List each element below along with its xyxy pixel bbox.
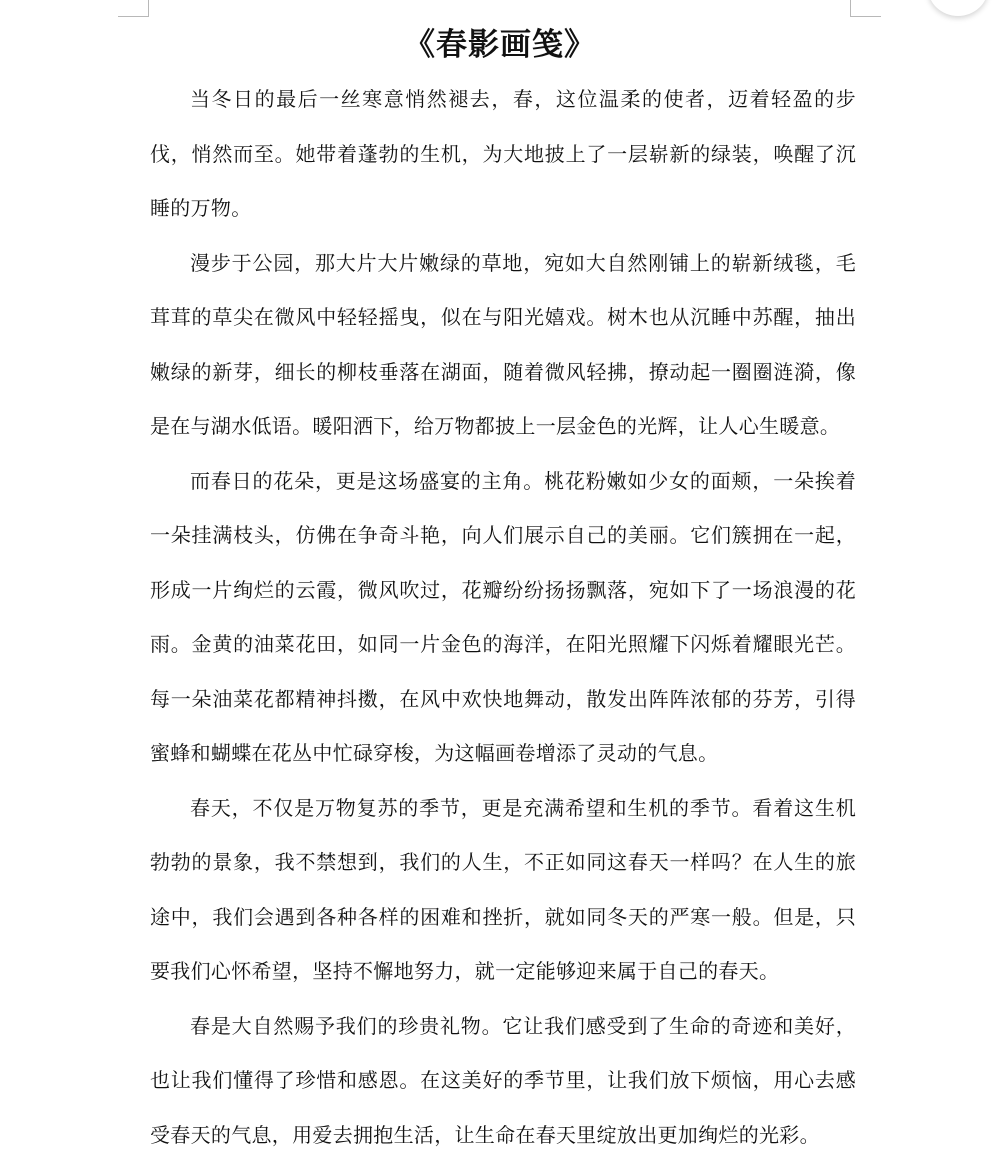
paragraph-2: 漫步于公园，那大片大片嫩绿的草地，宛如大自然刚铺上的崭新绒毯，毛茸茸的草尖在微风中轻轻摇曳，似在与阳光嬉戏。树木也从沉睡中苏醒，抽出嫩绿的新芽，细长的柳枝垂落在湖面，随着微风轻拂，撩动起一圈圈涟漪，像是在与湖水低语。暖阳洒下，给万物都披上一层金色的光辉，让人心生暖意。 xyxy=(150,236,856,454)
paragraph-1: 当冬日的最后一丝寒意悄然褪去，春，这位温柔的使者，迈着轻盈的步伐，悄然而至。她带着蓬勃的生机，为大地披上了一层崭新的绿装，唤醒了沉睡的万物。 xyxy=(150,72,856,236)
page-corner-mark-left xyxy=(118,0,149,17)
paragraph-4: 春天，不仅是万物复苏的季节，更是充满希望和生机的季节。看着这生机勃勃的景象，我不禁想到，我们的人生，不正如同这春天一样吗？在人生的旅途中，我们会遇到各种各样的困难和挫折，就如同冬天的严寒一般。但是，只要我们心怀希望，坚持不懈地努力，就一定能够迎来属于自己的春天。 xyxy=(150,781,856,999)
page-corner-mark-right xyxy=(850,0,881,17)
floating-action-button[interactable] xyxy=(928,0,988,16)
paragraph-3: 而春日的花朵，更是这场盛宴的主角。桃花粉嫩如少女的面颊，一朵挨着一朵挂满枝头，仿佛在争奇斗艳，向人们展示自己的美丽。它们簇拥在一起，形成一片绚烂的云霞，微风吹过，花瓣纷纷扬扬飘落，宛如下了一场浪漫的花雨。金黄的油菜花田，如同一片金色的海洋，在阳光照耀下闪烁着耀眼光芒。每一朵油菜花都精神抖擞，在风中欢快地舞动，散发出阵阵浓郁的芬芳，引得蜜蜂和蝴蝶在花丛中忙碌穿梭，为这幅画卷增添了灵动的气息。 xyxy=(150,454,856,781)
document-title: 《春影画笺》 xyxy=(150,20,850,70)
document-body xyxy=(150,72,856,1162)
paragraph-5: 春是大自然赐予我们的珍贵礼物。它让我们感受到了生命的奇迹和美好，也让我们懂得了珍惜和感恩。在这美好的季节里，让我们放下烦恼，用心去感受春天的气息，用爱去拥抱生活，让生命在春天里绽放出更加绚烂的光彩。 xyxy=(150,999,856,1162)
